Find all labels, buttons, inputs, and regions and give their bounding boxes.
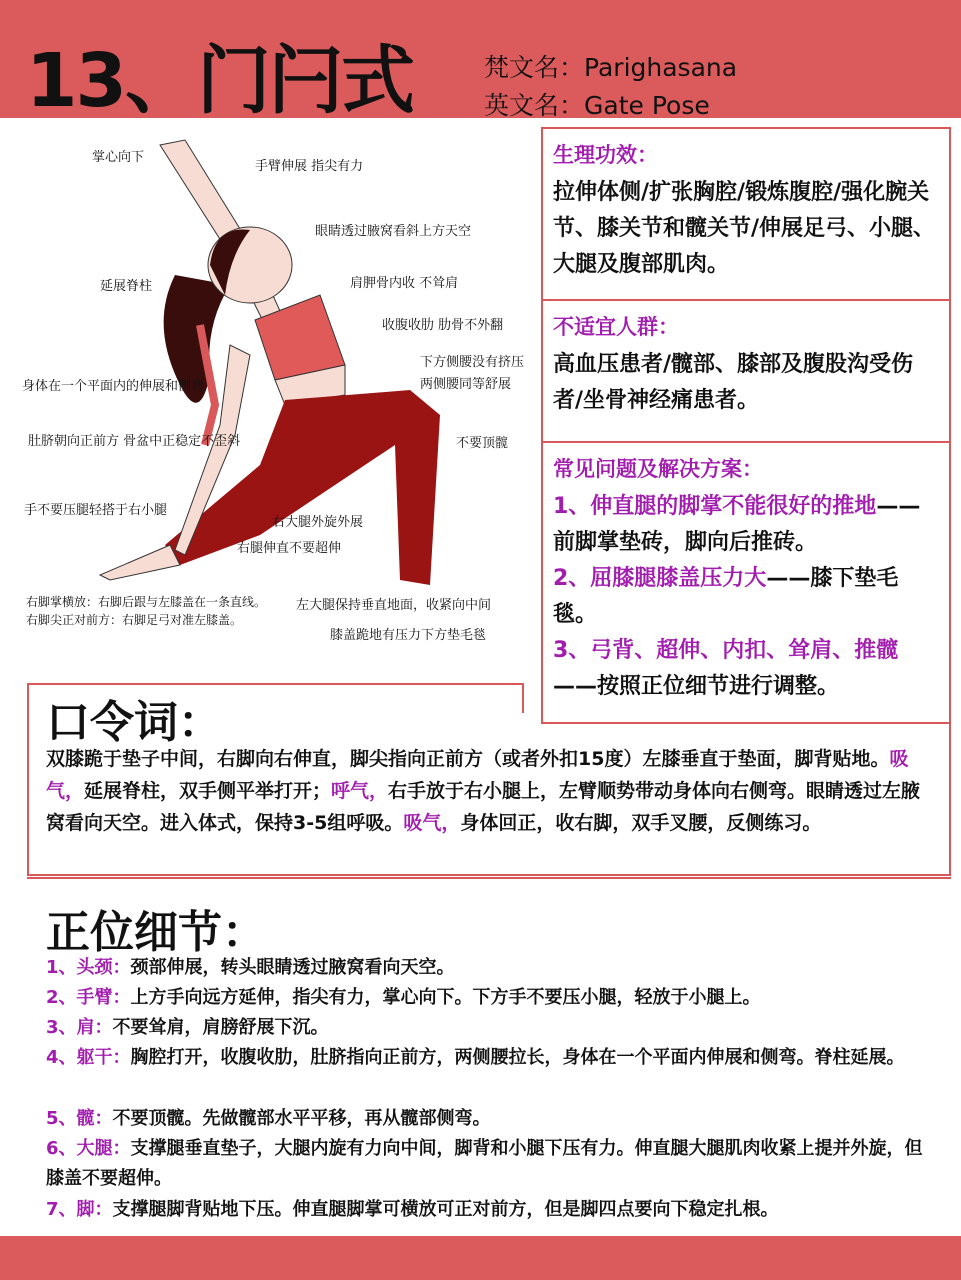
- info-panel: [541, 127, 951, 724]
- english-label: 英文名：: [484, 91, 585, 120]
- figure-label: 眼睛透过腋窝看斜上方天空: [315, 224, 472, 239]
- faq-question: 3、弓背、超伸、内扣、耸肩、推髋: [553, 638, 899, 663]
- cue-text: 双膝跪于垫子中间，右脚向右伸直，脚尖指向正前方（或者外扣15度）左膝垂直于垫面，脚背贴地。: [46, 748, 890, 770]
- alignment-item: [46, 953, 926, 983]
- cues-title: 口令词：: [46, 697, 222, 748]
- contraindications-section: [543, 299, 949, 441]
- alignment-item: [46, 983, 926, 1013]
- alignment-value: 支撑腿垂直垫子，大腿内旋有力向中间，脚背和小腿下压有力。伸直腿大腿肌肉收紧上提并外旋，但膝盖不要超伸。: [46, 1138, 923, 1189]
- figure-label: 右腿伸直不要超伸: [237, 541, 342, 556]
- figure-label: 左大腿保持垂直地面，收紧向中间: [296, 598, 492, 613]
- alignment-value: 不要顶髋。先做髋部水平平移，再从髋部侧弯。: [112, 1108, 491, 1129]
- page-title: 13、门闩式: [26, 38, 413, 124]
- figure-label: 身体在一个平面内的伸展和侧弯: [22, 379, 205, 394]
- alignment-item: [46, 1134, 926, 1194]
- faq-answer: ——膝下垫毛毯。: [553, 566, 899, 627]
- figure-label: 不要顶髋: [456, 436, 509, 451]
- faq-item: [553, 489, 939, 561]
- alignment-value: 不要耸肩，肩膀舒展下沉。: [112, 1017, 329, 1038]
- contra-text: 高血压患者/髋部、膝部及腹股沟受伤者/坐骨神经痛患者。: [553, 352, 914, 413]
- cue-breath: 呼气，: [331, 780, 389, 802]
- faq-item: [553, 561, 939, 633]
- cue-text: 身体回正，收右脚，双手叉腰，反侧练习。: [460, 812, 822, 834]
- figure-label: 右大腿外旋外展: [272, 515, 364, 530]
- faq-section: [543, 441, 949, 724]
- faq-question: 2、屈膝腿膝盖压力大: [553, 566, 767, 591]
- contra-title: 不适宜人群：: [553, 315, 679, 339]
- cue-text: 延展脊柱，双手侧平举打开；: [84, 780, 332, 802]
- figure-label: 两侧腰同等舒展: [420, 377, 512, 392]
- figure-label: 延展脊柱: [100, 279, 153, 294]
- alignment-key: 7、脚：: [46, 1199, 113, 1220]
- alignment-title: 正位细节：: [46, 907, 266, 958]
- figure-label: 掌心向下: [92, 150, 145, 165]
- alignment-key: 1、头颈：: [46, 957, 131, 978]
- alignment-key: 4、躯干：: [46, 1047, 131, 1068]
- benefits-title: 生理功效：: [553, 143, 658, 167]
- alignment-item: [46, 1013, 926, 1043]
- benefits-text: 拉伸体侧/扩张胸腔/锻炼腹腔/强化腕关节、膝关节和髋关节/伸展足弓、小腿、大腿及腹部肌肉。: [553, 180, 936, 277]
- alignment-key: 3、肩：: [46, 1017, 113, 1038]
- alignment-item: [46, 1195, 926, 1225]
- figure-label: 肩胛骨内收 不耸肩: [350, 276, 459, 291]
- benefits-section: [543, 129, 949, 299]
- sanskrit-name: [484, 48, 737, 84]
- alignment-value: 颈部伸展，转头眼睛透过腋窝看向天空。: [130, 957, 455, 978]
- figure-label: 下方侧腰没有挤压: [420, 355, 525, 370]
- sanskrit-label: 梵文名：: [484, 53, 585, 82]
- figure-label: 右脚掌横放：右脚后跟与左膝盖在一条直线。: [26, 595, 267, 609]
- faq-question: 1、伸直腿的脚掌不能很好的推地: [553, 494, 877, 519]
- cue-text: 右手放于右小腿上，左臂顺势带动身体向右侧弯。眼睛透过左腋窝看向天空。进入体式，保持3-5组呼吸。: [46, 780, 921, 834]
- alignment-value: 胸腔打开，收腹收肋，肚脐指向正前方，两侧腰拉长，身体在一个平面内伸展和侧弯。脊柱延展。: [130, 1047, 905, 1068]
- divider: [522, 683, 524, 713]
- pose-illustration: [0, 125, 540, 655]
- cues-text: [46, 743, 926, 839]
- figure-label: 手不要压腿轻搭于右小腿: [24, 503, 168, 518]
- cue-breath: 吸气，: [403, 812, 461, 834]
- sanskrit-value: Parighasana: [584, 53, 738, 82]
- figure-label: 收腹收肋 肋骨不外翻: [382, 318, 504, 333]
- faq-answer: ——按照正位细节进行调整。: [553, 674, 840, 699]
- alignment-key: 2、手臂：: [46, 987, 131, 1008]
- english-value: Gate Pose: [584, 91, 710, 120]
- cue-breath: 吸气，: [46, 748, 909, 802]
- alignment-key: 6、大腿：: [46, 1138, 131, 1159]
- faq-answer: ——前脚掌垫砖，脚向后推砖。: [553, 494, 921, 555]
- figure-label: 肚脐朝向正前方 骨盆中正稳定不歪斜: [28, 434, 241, 449]
- alignment-value: 支撑腿脚背贴地下压。伸直腿脚掌可横放可正对前方，但是脚四点要向下稳定扎根。: [112, 1199, 779, 1220]
- alignment-value: 上方手向远方延伸，指尖有力，掌心向下。下方手不要压小腿，轻放于小腿上。: [130, 987, 761, 1008]
- alignment-key: 5、髋：: [46, 1108, 113, 1129]
- divider: [27, 683, 524, 685]
- figure-label: 右脚尖正对前方：右脚足弓对准左膝盖。: [26, 613, 243, 627]
- alignment-item: [46, 1104, 926, 1134]
- faq-title: 常见问题及解决方案：: [553, 457, 763, 481]
- alignment-item: [46, 1043, 926, 1073]
- english-name: [484, 86, 710, 122]
- figure-label: 膝盖跪地有压力下方垫毛毯: [330, 628, 487, 643]
- footer-banner: [0, 1236, 961, 1280]
- figure-label: 手臂伸展 指尖有力: [255, 159, 364, 174]
